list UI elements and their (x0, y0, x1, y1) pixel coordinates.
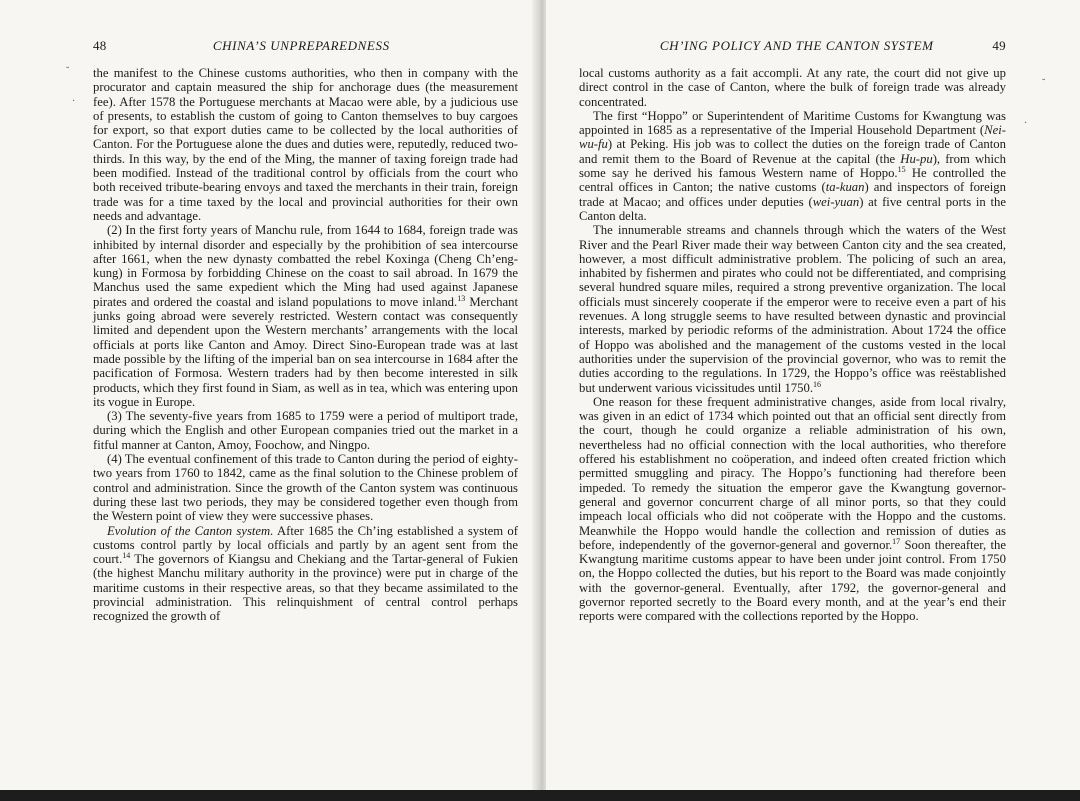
paragraph: (2) In the first forty years of Manchu rule, from 1644 to 1684, foreign trade was inhibited by internal disorder and especially by the prohibition of sea intercourse after 1661, when the new dynasty combatted the rebel Koxinga (Cheng Ch’eng-kung) in Formosa by forbidding Chinese on the coast to sail abroad. In 1679 the Manchus used the same expedient which the Ming had used against Japanese pirates and ordered the coastal and island populations to move inland.$^{13}$ Merchant junks going abroad were severely restricted. Western contact was consequently limited and dependent upon the Western merchants’ arrangements with the local officials at ports like Canton and Amoy. Direct Sino-European trade was at last made possible by the lifting of the imperial ban on sea intercourse in 1684 after the pacification of Formosa. Western traders had by then become interested in silk products, which they first found in Siam, as well as in tea, which was entering upon its vogue in Europe. (93, 223, 518, 409)
footnote-ref: 16 (813, 379, 821, 389)
footnote-ref: 15 (897, 164, 906, 174)
paragraph: Evolution of the Canton system. After 1685 the Ch’ing established a system of customs control partly by local officials and partly by an agent sent from the court.$^{14}$ The governors of Kiangsu and Chekiang and the Tartar-general of Fukien (the highest Manchu military authority in the province) were put in charge of the maritime customs in their respective areas, so that they became assimilated to the provincial administration. This relinquishment of central control perhaps recognized the growth of (93, 523, 518, 624)
left-page-number: 48 (93, 38, 107, 53)
right-page-body (579, 66, 1006, 624)
scan-bottom-edge (0, 790, 1080, 801)
margin-mark: · (1024, 118, 1028, 129)
left-page-body (93, 66, 518, 624)
footnote-ref: 14 (122, 550, 131, 560)
right-page (546, 0, 1080, 792)
paragraph: The innumerable streams and channels through which the waters of the West River and the Pearl River made their way between Canton city and the sea created, however, a most difficult administrative problem. The policing of such an area, inhabited by fishermen and pirates who could not be differentiated, and comprising several hundred square miles, required a strong preventive organization. The local officials must sincerely cooperate if the emperor were to receive even a part of his revenues. A long struggle seems to have resulted between dynastic and provincial interests, marked by periodic reforms of the administration. About 1724 the office of Hoppo was abolished and the management of the customs vested in the local authorities under the supervision of the provincial governor, who was to remit the duties according to the regulations. In 1729, the Hoppo’s office was reëstablished but underwent various vicissitudes until 1750.16 (579, 223, 1006, 395)
paragraph: One reason for these frequent administrative changes, aside from local rivalry, was given in an edict of 1734 which pointed out that an official sent directly from the court, though he could organize a reliable administration of his own, nevertheless had no official connection with the local authorities, who therefore offered his establishment no coöperation, and indeed often created friction which permitted smuggling and piracy. The Hoppo’s functioning had therefore been impeded. To remedy the situation the emperor gave the Kwangtung governor-general and governor concurrent charge of all minor ports, so that they could impeach local officials who did not coöperate with the Hoppo and the customs. Meanwhile the Hoppo would handle the collection and remission of duties as before, independently of the governor-general and governor.$^{17}$ Soon thereafter, the Kwangtung maritime customs appear to have been under joint control. From 1750 on, the Hoppo collected the duties, but his report to the Board was made conjointly with the governor-general. Eventually, after 1792, the governor-general and governor reported secretly to the Board every month, and at the year’s end their reports were compared with the collections reported by the Hoppo. (579, 394, 1006, 624)
paragraph: the manifest to the Chinese customs authorities, who then in company with the procurator and captain measured the ship for anchorage dues (the measurement fee). After 1578 the Portuguese merchants at Macao were able, by a judicious use of presents, to establish the custom of going to Canton themselves to buy cargoes for export, so that export duties came to be collected by the local authorities of Canton. For the Portuguese alone the dues and duties were, reputedly, reduced two-thirds. In this way, by the end of the Ming, the manner of taxing foreign trade had been modified. Instead of the traditional control by officials from the court who both received tribute-bearing envoys and taxed the merchants in their train, foreign trade was for a time taxed by the local and provincial authorities for their own needs and advantage. (93, 66, 518, 223)
paragraph: The first “Hoppo” or Superintendent of Maritime Customs for Kwangtung was appointed in 1685 as a representative of the Imperial Household Department (Nei-wu-fu) at Peking. His job was to collect the duties on the foreign trade of Canton and remit them to the Board of Revenue at the capital (the Hu-pu), from which some say he derived his famous Western name of Hoppo.$^{15}$ He controlled the central offices in Canton; the native customs (ta-kuan) and inspectors of foreign trade at Macao; and offices under deputies (wei-yuan) at five central ports in the Canton delta. (579, 108, 1006, 223)
margin-mark: · (72, 96, 76, 107)
paragraph: (4) The eventual confinement of this trade to Canton during the period of eighty-two years from 1760 to 1842, came as the final solution to the Chinese problem of control and administration. Since the growth of the Canton system was continuous during these last two periods, they may be considered together even though from the Western point of view they were successive phases. (93, 452, 518, 524)
left-page-header (93, 38, 518, 54)
right-page-number: 49 (992, 38, 1006, 53)
right-running-head: CH’ING POLICY AND THE CANTON SYSTEM (659, 38, 934, 53)
paragraph: (3) The seventy-five years from 1685 to 1759 were a period of multiport trade, during which the English and other European companies tried out the market in a fitful manner at Canton, Amoy, Foochow, and Ningpo. (93, 409, 518, 452)
left-page (0, 0, 538, 792)
section-lead: Evolution of the Canton system. (107, 523, 274, 538)
footnote-ref: 13 (457, 293, 466, 303)
left-running-head: CHINA’S UNPREPAREDNESS (212, 38, 390, 53)
footnote-ref: 17 (892, 536, 901, 546)
paragraph: local customs authority as a fait accompli. At any rate, the court did not give up direct control in the case of Canton, where the bulk of foreign trade was already concentrated. (579, 66, 1006, 109)
margin-mark: ˘ (66, 66, 70, 77)
right-page-header (579, 38, 1006, 54)
margin-mark: ˘ (1042, 78, 1046, 89)
